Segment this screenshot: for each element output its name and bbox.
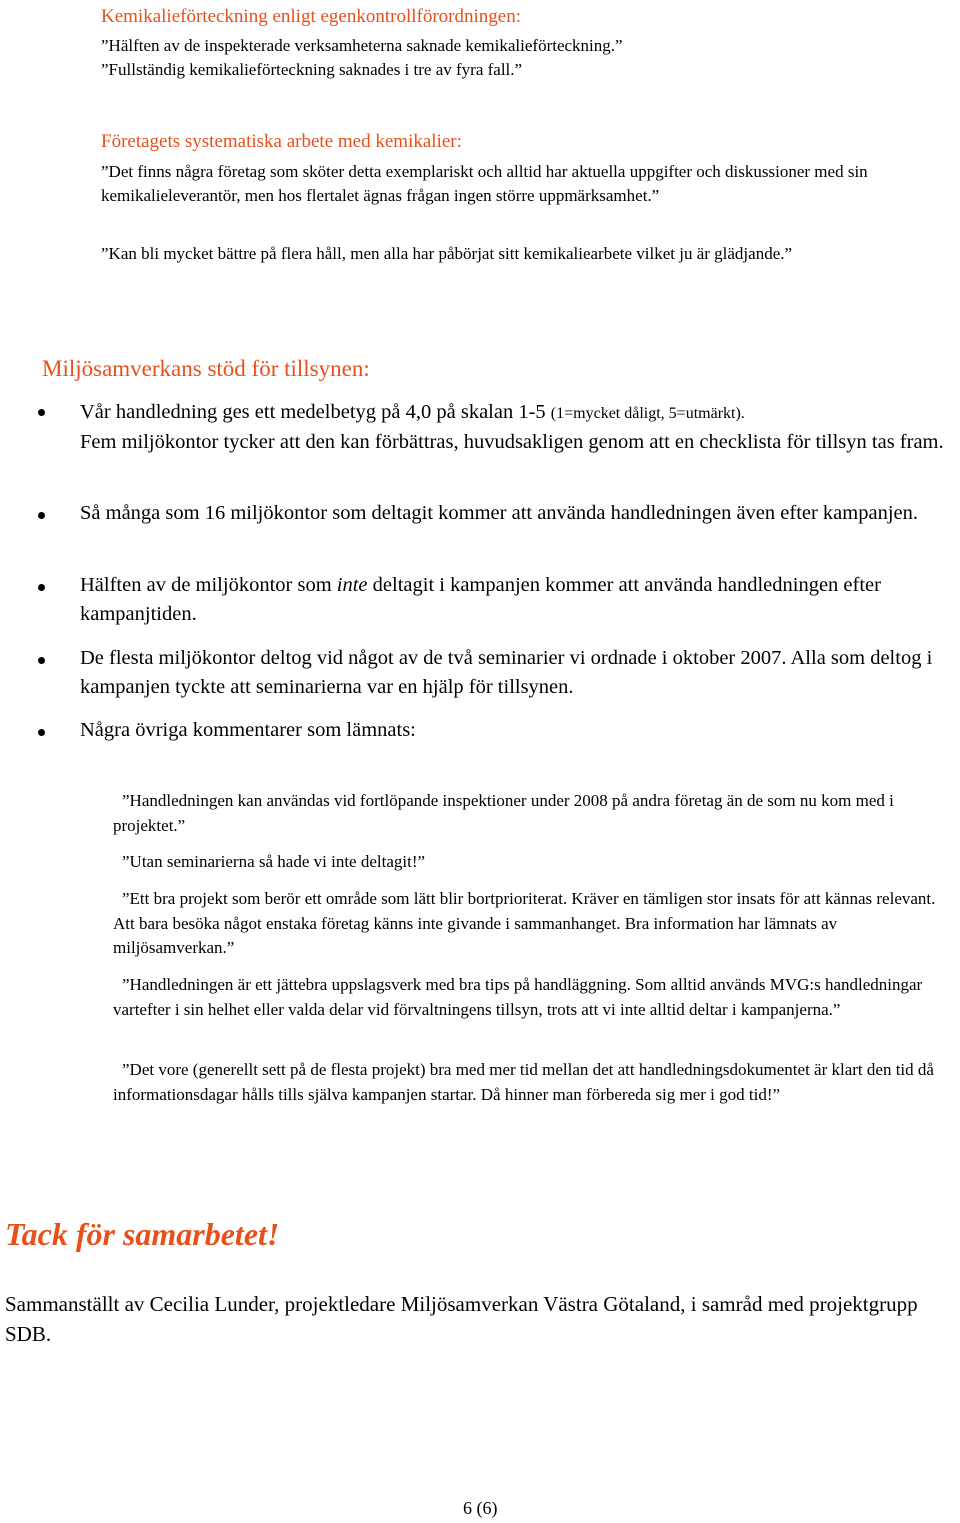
bullet-3-post: deltagit i kampanjen kommer att använda handledningen efter kampanjtiden. — [80, 574, 881, 625]
bullet-dot — [38, 584, 45, 591]
chem-list-heading: Kemikalieförteckning enligt egenkontrollförordningen: — [101, 6, 521, 27]
page-number: 6 (6) — [463, 1498, 498, 1518]
credit-text: Sammanställt av Cecilia Lunder, projektledare Miljösamverkan Västra Götaland, i samråd med projektgrupp SDB. — [5, 1292, 918, 1346]
bullet-3-emphasis: inte — [336, 574, 368, 596]
bullet-3-pre: Hälften av de miljökontor som — [80, 574, 337, 596]
bullet-dot — [38, 512, 45, 519]
systematic-para-2: ”Kan bli mycket bättre på flera håll, men alla har påbörjat sitt kemikaliearbete vilket ju är glädjande.” — [101, 244, 793, 263]
chem-list-line-2: ”Fullständig kemikalieförteckning saknades i tre av fyra fall.” — [101, 60, 523, 79]
support-bullet-2: Så många som 16 miljökontor som deltagit kommer att använda handledningen även efter kampanjen. — [80, 502, 918, 524]
support-bullet-3 — [80, 571, 955, 629]
quote-1-text: ”Handledningen kan användas vid fortlöpande inspektioner under 2008 på andra företag än de som nu kom med i projektet.” — [113, 791, 894, 835]
support-heading: Miljösamverkans stöd för tillsynen: — [42, 356, 370, 381]
bullet-dot — [38, 657, 45, 664]
quote-2-text: ”Utan seminarierna så hade vi inte deltagit!” — [122, 852, 426, 871]
quote-1 — [113, 789, 958, 838]
chem-list-line-1: ”Hälften av de inspekterade verksamheterna saknade kemikalieförteckning.” — [101, 36, 623, 55]
support-bullet-4: De flesta miljökontor deltog vid något av de två seminarier vi ordnade i oktober 2007. Alla som deltog i kampanjen tyckte att seminarierna var en hjälp för tillsynen. — [80, 647, 933, 698]
systematic-para-1: ”Det finns några företag som sköter detta exemplariskt och alltid har aktuella uppgifter och diskussioner med sin kemikalieleverantör, men hos flertalet ägnas frågan ingen större uppmärksamhet.” — [101, 162, 868, 205]
bullet-1-rest: Fem miljökontor tycker att den kan förbättras, huvudsakligen genom att en checklista för tillsyn tas fram. — [80, 431, 944, 453]
support-bullet-5: Några övriga kommentarer som lämnats: — [80, 719, 416, 741]
thanks-heading: Tack för samarbetet! — [5, 1216, 280, 1252]
quote-3-text: ”Ett bra projekt som berör ett område som lätt blir bortprioriterat. Kräver en tämligen stor insats för att kännas relevant. Att bara besöka något enstaka företag känns inte givande i sammanhanget. Bra information har lämnats av miljösamverkan.” — [113, 889, 936, 957]
bullet-dot — [38, 729, 45, 736]
quote-3 — [113, 887, 958, 961]
bullet-dot — [38, 409, 45, 416]
quote-2 — [113, 850, 958, 875]
quote-5 — [113, 1058, 958, 1107]
support-bullet-1 — [80, 398, 955, 457]
quote-5-text: ”Det vore (generellt sett på de flesta projekt) bra med mer tid mellan det att handledningsdokumentet är klart den tid då informationsdagar hålls tills själva kampanjen startar. Då hinner man förbereda sig mer i god tid!” — [113, 1060, 934, 1104]
quote-4 — [113, 973, 958, 1022]
bullet-1-paren: (1=mycket dåligt, 5=utmärkt). — [550, 405, 745, 422]
bullet-1-main: Vår handledning ges ett medelbetyg på 4,0 på skalan 1-5 — [80, 401, 551, 423]
quote-4-text: ”Handledningen är ett jättebra uppslagsverk med bra tips på handläggning. Som alltid används MVG:s handledningar vartefter i sin helhet eller valda delar vid förvaltningens tillsyn, trots att vi inte alltid deltar i kampanjerna.” — [113, 975, 923, 1019]
systematic-heading: Företagets systematiska arbete med kemikalier: — [101, 131, 462, 152]
